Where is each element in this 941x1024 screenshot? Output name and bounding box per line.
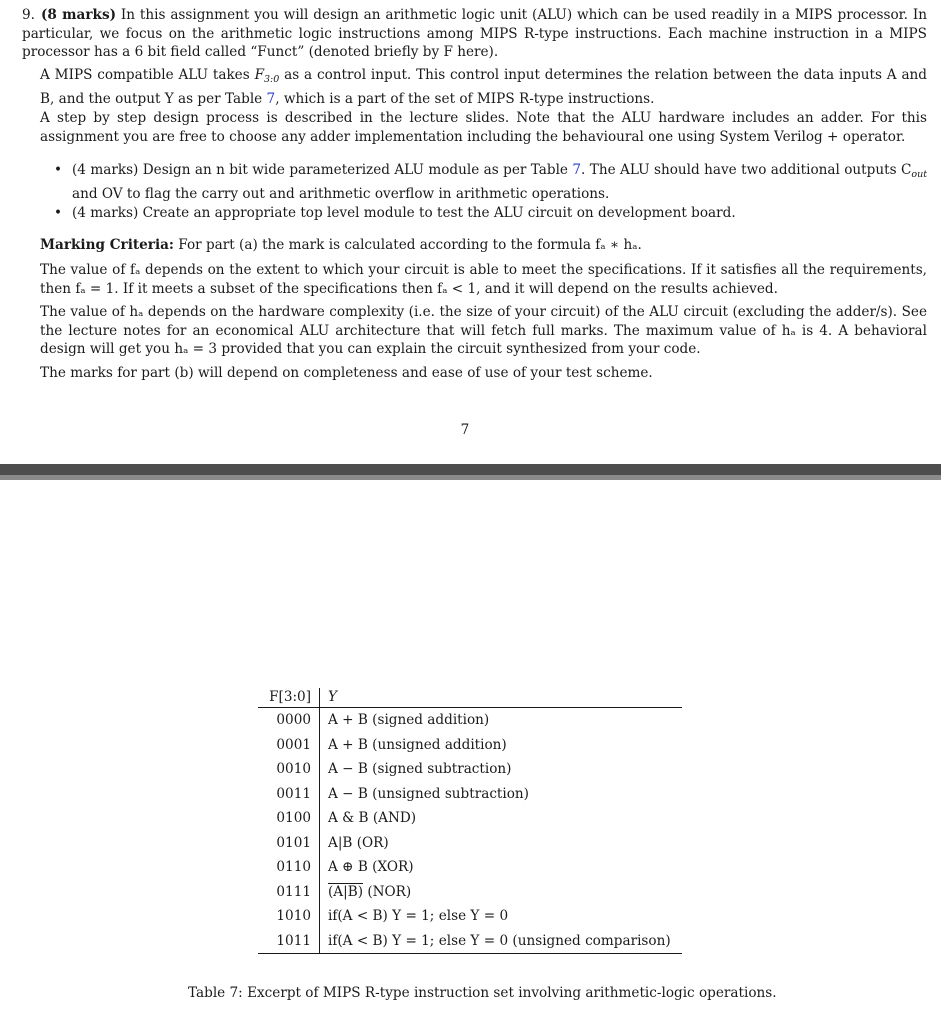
row-code: 0000	[258, 708, 320, 733]
cout-subscript: out	[911, 169, 928, 180]
row-op: A + B (unsigned addition)	[328, 736, 507, 753]
para2-c: , which is a part of the set of MIPS R-type instructions.	[275, 90, 655, 107]
table-row	[258, 855, 682, 880]
row-code: 0010	[258, 757, 320, 782]
table-row	[258, 904, 682, 929]
row-op: A ⊕ B (XOR)	[328, 859, 414, 875]
question-intro	[22, 6, 927, 62]
table-row	[258, 733, 682, 758]
para2-a: A MIPS compatible ALU takes	[40, 67, 255, 83]
criteria-label: Marking Criteria:	[40, 237, 174, 253]
row-code: 0110	[258, 855, 320, 880]
page-top	[0, 0, 941, 464]
row-op: A − B (signed subtraction)	[328, 761, 512, 777]
table-row	[258, 806, 682, 831]
row-op	[320, 880, 683, 905]
row-op: if(A < B) Y = 1; else Y = 0 (unsigned comparison)	[320, 929, 683, 954]
table-row	[258, 757, 682, 782]
row-op: if(A < B) Y = 1; else Y = 0	[328, 908, 509, 924]
row-op: A|B (OR)	[328, 834, 389, 851]
row-code: 1010	[258, 904, 320, 929]
question-number: 9.	[22, 7, 35, 23]
page-number: 7	[460, 422, 470, 438]
bullet-dot: •	[54, 162, 63, 178]
header-f: F[3:0]	[258, 688, 320, 708]
bullet1-b: . The ALU should have two additional outputs C	[581, 162, 912, 178]
bullet-part-b-text: (4 marks) Create an appropriate top level module to test the ALU circuit on development board.	[72, 205, 736, 221]
row-code: 0011	[258, 782, 320, 807]
f-symbol: F	[254, 67, 264, 83]
row-code: 0101	[258, 831, 320, 856]
paragraph-alu-control	[40, 66, 927, 108]
question-intro-text: In this assignment you will design an arithmetic logic unit (ALU) which can be used readily in a MIPS processor. In particular, we focus on the arithmetic logic instructions among MIPS R-type instructions. Each machine instruction in a MIPS processor has a 6 bit field called “Funct” (denoted briefly by F here).	[22, 7, 927, 60]
table-caption: Table 7: Excerpt of MIPS R-type instruction set involving arithmetic-logic operations.	[188, 985, 777, 1001]
bullet1-a: (4 marks) Design an n bit wide parameterized ALU module as per Table	[72, 162, 573, 178]
row-op-suffix: (NOR)	[363, 883, 412, 900]
criteria-text: For part (a) the mark is calculated according to the formula fₐ ∗ hₐ.	[173, 237, 642, 253]
bullet-dot: •	[54, 205, 63, 221]
page-divider	[0, 464, 941, 480]
table-ref-link[interactable]: 7	[266, 90, 276, 107]
bullet-part-a	[54, 161, 928, 203]
table-row	[258, 929, 682, 954]
bullet-part-a-text	[72, 161, 927, 203]
paragraph-part-b: The marks for part (b) will depend on completeness and ease of use of your test scheme.	[40, 365, 653, 381]
alu-table	[258, 688, 682, 954]
paragraph-design-process: A step by step design process is described in the lecture slides. Note that the ALU hardware includes an adder. For this assignment you are free to choose any adder implementation including the behavioural one using System Verilog + operator.	[40, 110, 927, 145]
table-header	[258, 688, 682, 708]
table-row	[258, 782, 682, 807]
question-marks: (8 marks)	[41, 7, 117, 23]
paragraph-ha: The value of hₐ depends on the hardware complexity (i.e. the size of your circuit) of the ALU circuit (excluding the adder/s). See the lecture notes for an economical ALU architecture that will fetch full marks. The maximum value of hₐ is 4. A behavioral design will get you hₐ = 3 provided that you can explain the circuit synthesized from your code.	[40, 304, 927, 357]
bullet-part-b	[54, 204, 927, 223]
table-row	[258, 831, 682, 856]
table-row	[258, 708, 682, 733]
row-code: 0100	[258, 806, 320, 831]
nor-overline-expr: (A|B)	[328, 883, 363, 900]
table-row	[258, 880, 682, 905]
f-subscript: 3:0	[264, 74, 280, 85]
bullet1-c: and OV to flag the carry out and arithmetic overflow in arithmetic operations.	[72, 185, 610, 202]
row-op: A + B (signed addition)	[328, 712, 490, 728]
table-ref-link[interactable]: 7	[572, 162, 582, 178]
row-code: 0001	[258, 733, 320, 758]
header-y: Y	[320, 688, 683, 708]
paragraph-fa: The value of fₐ depends on the extent to which your circuit is able to meet the specifications. If it satisfies all the requirements, then fₐ = 1. If it meets a subset of the specifications then fₐ < 1, and it will depend on the results achieved.	[40, 262, 927, 297]
row-op: A − B (unsigned subtraction)	[328, 785, 529, 802]
row-op: A & B (AND)	[328, 810, 417, 826]
row-code: 0111	[258, 880, 320, 905]
para2-b: as a control input. This control input determines the relation between the data inputs A and B, and the output Y as per Table	[40, 67, 928, 107]
marking-criteria	[40, 236, 927, 255]
row-code: 1011	[258, 929, 320, 954]
